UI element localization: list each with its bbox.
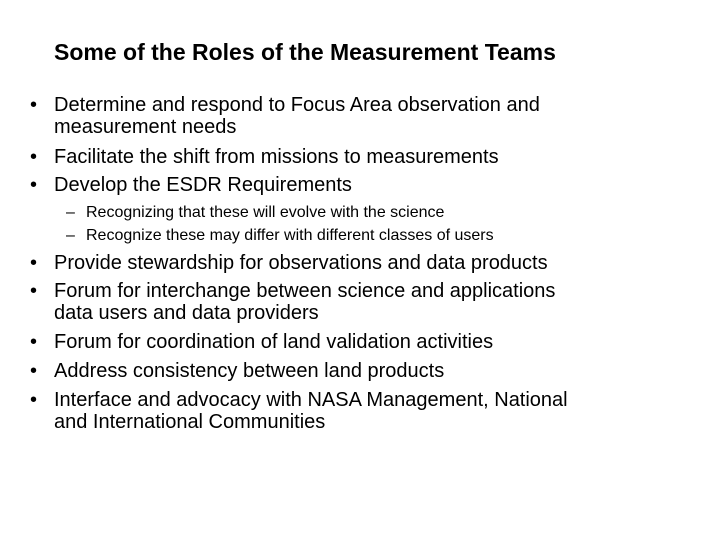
- sub-bullet-text: Recognize these may differ with different classes of users: [86, 227, 494, 244]
- bullet-text: Forum for coordination of land validation activities: [54, 331, 494, 353]
- bullet-marker: •: [30, 94, 38, 116]
- bullet-marker: •: [30, 146, 38, 168]
- bullet-marker: •: [30, 252, 38, 274]
- bullet-text: Address consistency between land products: [54, 360, 445, 382]
- bullet-text: Develop the ESDR Requirements: [54, 174, 352, 196]
- dash-marker: –: [66, 204, 75, 221]
- sub-bullet-item-differ-by-user-class: [66, 225, 686, 247]
- bullet-text: Facilitate the shift from missions to measurements: [54, 146, 499, 168]
- bullet-marker: •: [30, 389, 38, 411]
- bullet-item-land-validation: [30, 331, 694, 353]
- bullet-item-interface-advocacy: [30, 389, 694, 433]
- sub-bullet-text: Recognizing that these will evolve with the science: [86, 204, 445, 221]
- bullet-item-land-product-consistency: [30, 360, 694, 382]
- bullet-item-esdr-requirements: [30, 174, 694, 196]
- sub-bullet-item-evolve-with-science: [66, 202, 686, 224]
- bullet-marker: •: [30, 360, 38, 382]
- bullet-item-interchange-forum: [30, 280, 694, 324]
- bullet-text: Interface and advocacy with NASA Management, National and International Communities: [54, 389, 568, 433]
- bullet-item-stewardship: [30, 252, 694, 274]
- bullet-marker: •: [30, 331, 38, 353]
- bullet-text: Determine and respond to Focus Area observation and measurement needs: [54, 94, 540, 138]
- dash-marker: –: [66, 227, 75, 244]
- slide-title: Some of the Roles of the Measurement Teams: [54, 39, 556, 65]
- bullet-marker: •: [30, 174, 38, 196]
- bullet-marker: •: [30, 280, 38, 302]
- bullet-text: Forum for interchange between science and applications data users and data providers: [54, 280, 556, 324]
- bullet-item-focus-area-needs: [30, 94, 694, 138]
- bullet-item-missions-to-measurements: [30, 146, 694, 168]
- bullet-text: Provide stewardship for observations and data products: [54, 252, 548, 274]
